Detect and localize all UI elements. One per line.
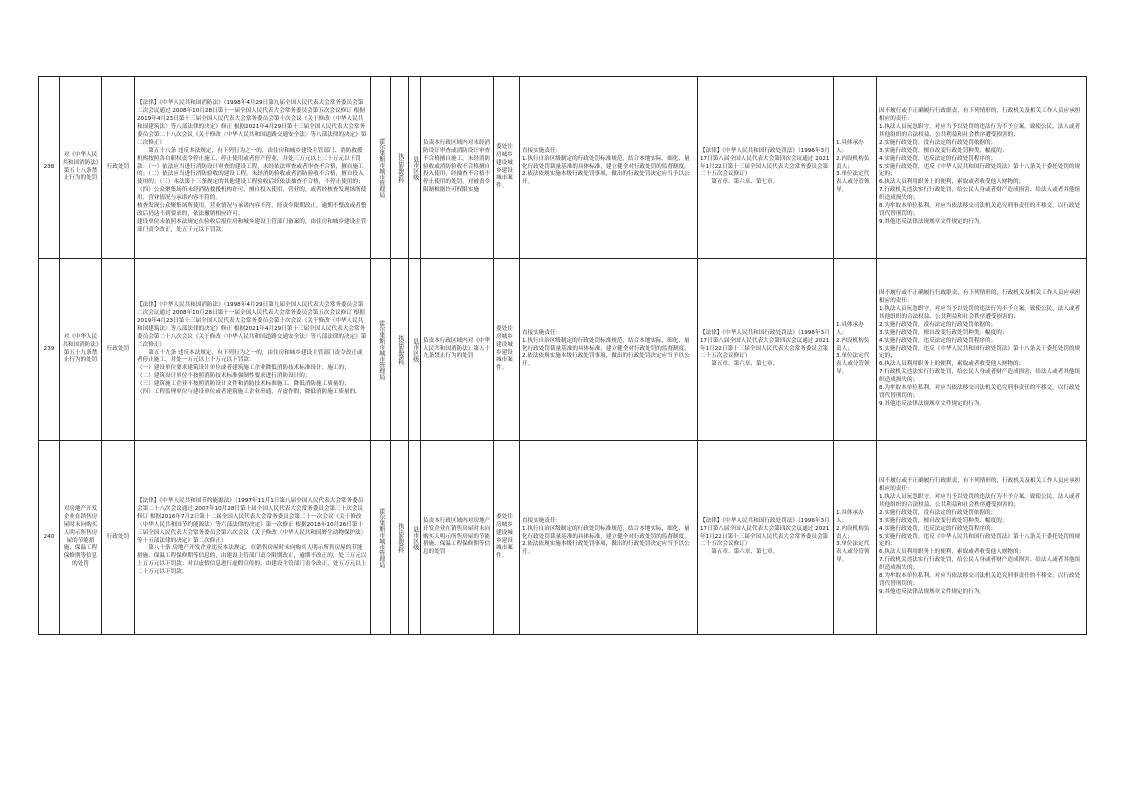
internal-unit xyxy=(391,259,409,441)
implementation-duty: 直接实施责任： 1.执行自治区级制定的行政处罚标准规范，结合本地实际，细化、量化行政处罚裁量基准的具体标准，建立健全对行政处罚的监督制度。 2.依法依规实施本级行政处罚事项，做出的行政处罚决定应当予以公开。 xyxy=(520,77,698,259)
jurisdiction-scope: 负责本行政区域内对《中华人民共和国消防法》第五十九条禁止行为的处罚 xyxy=(421,259,494,441)
table-row xyxy=(39,77,1087,259)
department-text: 霍尔果斯市城市管理局 xyxy=(377,507,385,568)
responsible-unit: 委处住房城乡建设城乡建设城市案件。 xyxy=(494,77,520,259)
responsible-subject: 1.具体承办人； 2.内设机构负责人； 3.单位法定代表人或分管领导。 xyxy=(834,441,877,635)
jurisdiction-scope: 负责本行政区域内对未经消防设计审查或消防设计审查不合格擅自施工，未经消防验收或消防验收不合格擅自投入使用，经抽查不合格不停止使用的处罚，对被责令限制根据许可权限实施 xyxy=(421,77,494,259)
exercise-level xyxy=(409,77,421,259)
implementing-department xyxy=(371,77,391,259)
item-name: 对《中华人民共和国消防法》第五十九条禁止行为的处罚 xyxy=(60,259,102,441)
legal-basis: 【法律】《中华人民共和国节约能源法》（1997年11月1日第八届全国人民代表大会常务委员会第二十八次会议通过 2007年10月28日第十届全国人民代表大会常务委员会第三十次会议修订 根据2016年7月2日第十二届全国人民代表大会常务委员会第二十一次会议《关于修改〈中华人民共和国节约能源法〉等六部法律的决定》第一次修正 根据2018年10月26日第十三届全国人民代表大会常务委员会第六次会议《关于修改〈中华人民共和国野生动物保护法〉等十五部法律的决定》第二次修正） 第八十条 房地产开发企业违反本法规定，在销售房屋时未向购买人明示所售房屋的节能措施、保温工程保修期等信息的，由建设主管部门责令限期改正，逾期不改正的，处三万元以上五万元以下罚款；对以虚假信息进行虚假宣传的，由建设主管部门责令改正，处五万元以上二十万元以下罚款。 xyxy=(135,441,371,635)
internal-unit-text: 执法监察科 xyxy=(396,522,404,553)
responsibility-table xyxy=(38,76,1087,635)
implementing-department xyxy=(371,441,391,635)
accountability-cases: 因不履行或不正确履行行政职责，有下列情形的，行政机关及相关工作人员应承担相应的责任： 1.执法人员玩忽职守，对应当予以处罚的违法行为不予立案，致使公民、法人或者其他组织的合法权益、公共利益和社会秩序遭受损害的； 2.实施行政处罚，没有法定的行政处罚依据的； 3.实施行政处罚，擅自改变行政处罚种类、幅度的； 4.实施行政处罚，违反法定的行政处罚程序的； 5.实施行政处罚，违反《中华人民共和国行政处罚法》第十八条关于委托处罚的规定的； 6.执法人员利用职务上的便利，索取或者收受他人财物的； 7.行政机关违法实行行政处罚，给公民人身或者财产造成损害、给法人或者其他组织造成损失的； 8.为牟取本单位私利，对应当依法移交司法机关追究刑事责任的不移交，以行政处罚代替刑罚的； 9.其他违反法律法规规章文件规定的行为。 xyxy=(877,77,1087,259)
table-row xyxy=(39,259,1087,441)
item-name: 对房地产开发企业在销售房屋时未向购买人明示所售房屋的节能措施、保温工程保修期等信息的处罚 xyxy=(60,441,102,635)
row-number: 238 xyxy=(39,77,60,259)
internal-unit xyxy=(391,77,409,259)
duty-basis: 【法律】《中华人民共和国行政处罚法》（1996年3月17日第八届全国人民代表大会第四次会议通过 2021年1月22日第十三届全国人民代表大会常务委员会第二十五次会议修订） 第五章、第六章、第七章。 xyxy=(698,77,834,259)
internal-unit-text: 执法监察科 xyxy=(396,152,404,183)
department-text: 霍尔果斯市城市管理局 xyxy=(377,137,385,198)
item-category: 行政处罚 xyxy=(102,77,135,259)
implementation-duty: 直接实施责任： 1.执行自治区级制定的行政处罚标准规范，结合本地实际，细化、量化行政处罚裁量基准的具体标准，建立健全对行政处罚的监督制度。 2.依法依规实施本级行政处罚事项，做出的行政处罚决定应当予以公开。 xyxy=(520,441,698,635)
responsible-subject: 1.具体承办人； 2.内设机构负责人； 3.单位法定代表人或分管领导。 xyxy=(834,259,877,441)
jurisdiction-scope: 负责本行政区域内对房地产开发企业在销售房屋时未向购买人明示所售房屋的节能措施、保温工程保修期等信息的处罚 xyxy=(421,441,494,635)
legal-basis: 【法律】《中华人民共和国消防法》（1998年4月29日第九届全国人民代表大会常务委员会第二次会议通过 2008年10月28日第十一届全国人民代表大会常务委员会第五次会议修订 根据2019年4月23日第十三届全国人民代表大会常务委员会第十次会议《关于修改〈中华人民共和国建筑法〉等八部法律的决定》修正 根据2021年4月29日第十三届全国人民代表大会常务委员会第二十八次会议《关于修改〈中华人民共和国道路交通安全法〉等八部法律的决定》第二次修正） 第五十八条 违反本法规定，有下列行为之一的，由住房和城乡建设主管部门、消防救援机构按照各自职权责令停止施工、停止使用或者停产停业，并处三万元以上三十万元以下罚款：（一）依法应当进行消防设计审查的建设工程，未经依法审查或者审查不合格，擅自施工的；（二）依法应当进行消防验收的建设工程，未经消防验收或者消防验收不合格，擅自投入使用的；（三）本法第十三条规定的其他建设工程验收后经依法抽查不合格，不停止使用的；（四）公众聚集场所未经消防救援机构许可，擅自投入使用、营业的，或者经核查发现场所使用、营业情况与承诺内容不符的。 核查发现公众聚集场所使用、营业情况与承诺内容不符，经责令限期改正，逾期不整改或者整改后仍达不到要求的，依法撤销相应许可。 建设单位未依照本法规定在验收后报住房和城乡建设主管部门备案的，由住房和城乡建设主管部门责令改正，处五千元以下罚款。 xyxy=(135,77,371,259)
item-category: 行政处罚 xyxy=(102,259,135,441)
accountability-cases: 因不履行或不正确履行行政职责，有下列情形的，行政机关及相关工作人员应承担相应的责任： 1.执法人员玩忽职守，对应当予以处罚的违法行为不予立案，致使公民、法人或者其他组织的合法权益、公共利益和社会秩序遭受损害的； 2.实施行政处罚，没有法定的行政处罚依据的； 3.实施行政处罚，擅自改变行政处罚种类、幅度的； 4.实施行政处罚，违反法定的行政处罚程序的； 5.实施行政处罚，违反《中华人民共和国行政处罚法》第十八条关于委托处罚的规定的； 6.执法人员利用职务上的便利，索取或者收受他人财物的； 7.行政机关违法实行行政处罚，给公民人身或者财产造成损害、给法人或者其他组织造成损失的； 8.为牟取本单位私利，对应当依法移交司法机关追究刑事责任的不移交，以行政处罚代替刑罚的； 9.其他违反法律法规规章文件规定的行为。 xyxy=(877,259,1087,441)
responsible-unit: 委处住房城乡建设城乡建设城市案件。 xyxy=(494,259,520,441)
exercise-level-text: 县市区级 xyxy=(411,525,419,550)
item-category: 行政处罚 xyxy=(102,441,135,635)
row-number: 240 xyxy=(39,441,60,635)
row-number: 239 xyxy=(39,259,60,441)
legal-basis: 【法律】《中华人民共和国消防法》（1998年4月29日第九届全国人民代表大会常务委员会第二次会议通过 2008年10月28日第十一届全国人民代表大会常务委员会第五次会议修订 根据2019年4月23日第十三届全国人民代表大会常务委员会第十次会议《关于修改〈中华人民共和国建筑法〉等八部法律的决定》修正 根据2021年4月29日第十三届全国人民代表大会常务委员会第二十八次会议《关于修改〈中华人民共和国道路交通安全法〉等八部法律的决定》第二次修正） 第五十九条 违反本法规定，有下列行为之一的，由住房和城乡建设主管部门责令改正或者停止施工，并处一万元以上十万元以下罚款： （一）建设单位要求建筑设计单位或者建筑施工企业降低消防技术标准设计、施工的； （二）建筑设计单位不按照消防技术标准强制性要求进行消防设计的； （三）建筑施工企业不按照消防设计文件和消防技术标准施工，降低消防施工质量的； （四）工程监理单位与建设单位或者建筑施工企业串通，弄虚作假，降低消防施工质量的。 xyxy=(135,259,371,441)
exercise-level xyxy=(409,441,421,635)
responsible-unit: 委处住房城乡建设城乡建设城市案件。 xyxy=(494,441,520,635)
accountability-cases: 因不履行或不正确履行行政职责，有下列情形的，行政机关及相关工作人员应承担相应的责任： 1.执法人员玩忽职守，对应当予以处罚的违法行为不予立案，致使公民、法人或者其他组织的合法权益、公共利益和社会秩序遭受损害的； 2.实施行政处罚，没有法定的行政处罚依据的； 3.实施行政处罚，擅自改变行政处罚种类、幅度的； 4.实施行政处罚，违反法定的行政处罚程序的； 5.实施行政处罚，违反《中华人民共和国行政处罚法》第十八条关于委托处罚的规定的； 6.执法人员利用职务上的便利，索取或者收受他人财物的； 7.行政机关违法实行行政处罚，给公民人身或者财产造成损害、给法人或者其他组织造成损失的； 8.为牟取本单位私利，对应当依法移交司法机关追究刑事责任的不移交，以行政处罚代替刑罚的； 9.其他违反法律法规规章文件规定的行为。 xyxy=(877,441,1087,635)
exercise-level xyxy=(409,259,421,441)
internal-unit xyxy=(391,441,409,635)
responsible-subject: 1.具体承办人； 2.内设机构负责人； 3.单位法定代表人或分管领导。 xyxy=(834,77,877,259)
table-row xyxy=(39,441,1087,635)
duty-basis: 【法律】《中华人民共和国行政处罚法》（1996年3月17日第八届全国人民代表大会第四次会议通过 2021年1月22日第十三届全国人民代表大会常务委员会第二十五次会议修订） 第五章、第六章、第七章。 xyxy=(698,259,834,441)
exercise-level-text: 县市区级 xyxy=(411,337,419,362)
duty-basis: 【法律】《中华人民共和国行政处罚法》（1996年3月17日第八届全国人民代表大会第四次会议通过 2021年1月22日第十三届全国人民代表大会常务委员会第二十五次会议修订） 第五章、第六章、第七章。 xyxy=(698,441,834,635)
item-name: 对《中华人民共和国消防法》第五十八条禁止行为的处罚 xyxy=(60,77,102,259)
internal-unit-text: 执法监察科 xyxy=(396,334,404,365)
implementation-duty: 直接实施责任： 1.执行自治区级制定的行政处罚标准规范，结合本地实际，细化、量化行政处罚裁量基准的具体标准，建立健全对行政处罚的监督制度。 2.依法依规实施本级行政处罚事项，做出的行政处罚决定应当予以公开。 xyxy=(520,259,698,441)
department-text: 霍尔果斯市城市管理局 xyxy=(377,319,385,380)
implementing-department xyxy=(371,259,391,441)
exercise-level-text: 县市区级 xyxy=(411,155,419,180)
